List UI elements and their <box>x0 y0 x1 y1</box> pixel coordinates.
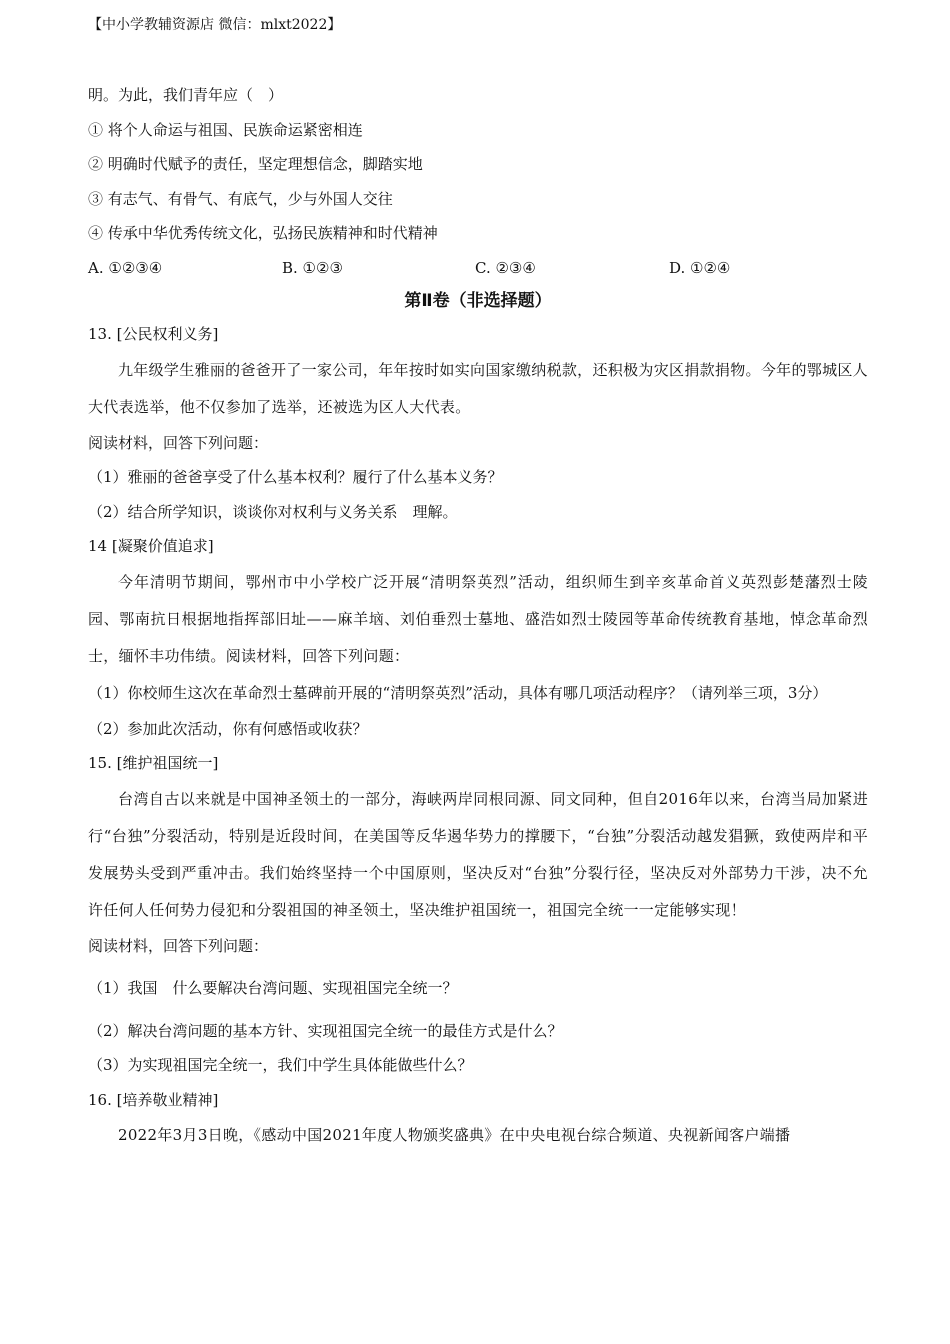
q13-prompt: 阅读材料，回答下列问题： <box>88 433 269 452</box>
q15-heading: 15. [维护祖国统一] <box>88 754 219 772</box>
q12-stem-tail: 明。为此，我们青年应（ ） <box>88 86 284 104</box>
section-title: 第Ⅱ卷（非选择题） <box>404 291 552 311</box>
q12-options <box>88 251 868 286</box>
q15-sub-1: （1）我国 什么要解决台湾问题、实现祖国完全统一？ <box>88 979 458 997</box>
q14-sub-1: （1）你校师生这次在革命烈士墓碑前开展的“清明祭英烈”活动，具体有哪几项活动程序？（请列举三项，3分） <box>88 683 828 702</box>
q12-item-1: ① 将个人命运与祖国、民族命运紧密相连 <box>88 120 363 139</box>
q15-sub-2: （2）解决台湾问题的基本方针、实现祖国完全统一的最佳方式是什么？ <box>88 1021 563 1040</box>
q12-item-4: ④ 传承中华优秀传统文化，弘扬民族精神和时代精神 <box>88 224 438 242</box>
q14-heading: 14 [凝聚价值追求] <box>88 537 214 555</box>
q13-sub-1: （1）雅丽的爸爸享受了什么基本权利？履行了什么基本义务？ <box>88 468 503 486</box>
q14-sub-2: （2）参加此次活动，你有何感悟或收获？ <box>88 719 368 738</box>
option-c: C. ②③④ <box>475 258 536 277</box>
option-d: D. ①②④ <box>669 258 731 277</box>
q13-sub-2: （2）结合所学知识，谈谈你对权利与义务关系 理解。 <box>88 502 458 521</box>
q16-material: 2022年3月3日晚，《感动中国2021年度人物颁奖盛典》在中央电视台综合频道、央视新闻客户端播 <box>118 1126 791 1144</box>
q12-item-3: ③ 有志气、有骨气、有底气，少与外国人交往 <box>88 189 393 208</box>
q15-sub-3: （3）为实现祖国完全统一，我们中学生具体能做些什么？ <box>88 1056 473 1074</box>
option-a: A. ①②③④ <box>88 258 163 277</box>
q13-material: 九年级学生雅丽的爸爸开了一家公司，年年按时如实向国家缴纳税款，还积极为灾区捐款捐物。今年的鄂城区人大代表选举，他不仅参加了选举，还被选为区人大代表。 <box>88 360 868 416</box>
q16-heading: 16. [培养敬业精神] <box>88 1090 219 1109</box>
q12-item-2: ② 明确时代赋予的责任，坚定理想信念，脚踏实地 <box>88 155 423 173</box>
page-header: 【中小学教辅资源店 微信：mlxt2022】 <box>88 17 342 33</box>
q14-material: 今年清明节期间，鄂州市中小学校广泛开展“清明祭英烈”活动，组织师生到辛亥革命首义英烈彭楚藩烈士陵园、鄂南抗日根据地指挥部旧址——麻羊垴、刘伯垂烈士墓地、盛浩如烈士陵园等革命传统教育基地，悼念革命烈士，缅怀丰功伟绩。阅读材料，回答下列问题： <box>88 572 868 665</box>
exam-page <box>88 78 868 1154</box>
q13-heading: 13. [公民权利义务] <box>88 325 219 343</box>
q15-prompt: 阅读材料，回答下列问题： <box>88 936 269 955</box>
q15-material: 台湾自古以来就是中国神圣领土的一部分，海峡两岸同根同源、同文同种，但自2016年以来，台湾当局加紧进行“台独”分裂活动，特别是近段时间，在美国等反华遏华势力的撑腰下，“台独”分裂活动越发猖獗，致使两岸和平发展势头受到严重冲击。我们始终坚持一个中国原则，坚决反对“台独”分裂行径，坚决反对外部势力干涉，决不允许任何人任何势力侵犯和分裂祖国的神圣领土，坚决维护祖国统一，祖国完全统一一定能够实现！ <box>88 789 868 919</box>
option-b: B. ①②③ <box>282 258 343 277</box>
